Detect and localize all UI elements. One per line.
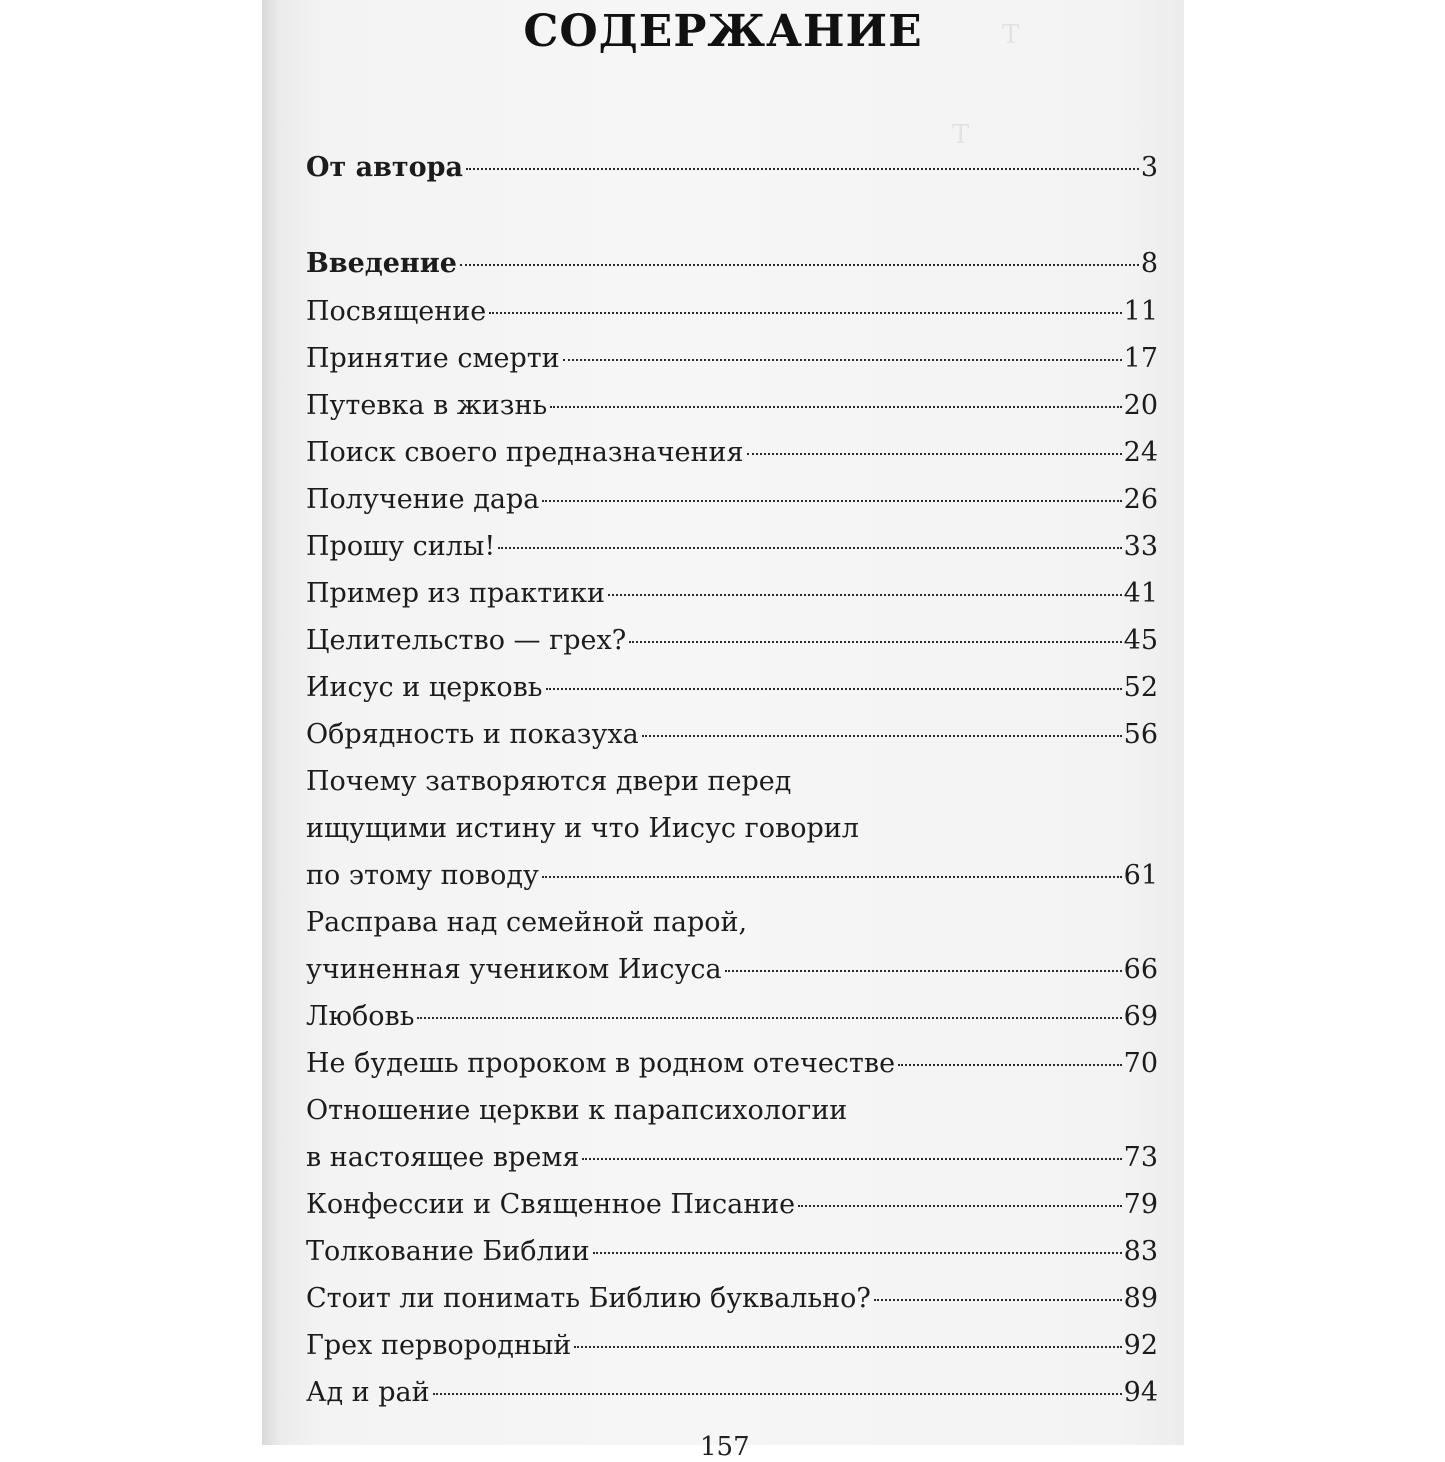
toc-entry-title: Путевка в жизнь — [306, 390, 548, 421]
toc-entry-line — [306, 576, 1158, 612]
dot-leader — [563, 359, 1122, 361]
dot-leader — [874, 1299, 1122, 1301]
toc-entry-line — [306, 858, 1158, 894]
toc-entry-page: 17 — [1123, 343, 1158, 374]
toc-entry-page: 41 — [1123, 578, 1158, 609]
toc-entry-title-line: ищущими истину и что Иисус говорил — [306, 813, 859, 844]
page-title: СОДЕРЖАНИЕ — [523, 6, 923, 57]
toc-entry-title: по этому поводу — [306, 860, 539, 891]
toc-entry — [306, 670, 1158, 706]
toc-entry-title: Прошу силы! — [306, 531, 496, 562]
toc-entry-line — [306, 341, 1158, 377]
toc-entry — [306, 341, 1158, 377]
toc-entry-page: 11 — [1123, 296, 1158, 327]
toc-entry — [306, 482, 1158, 518]
toc-entry — [306, 1093, 1158, 1176]
toc-entry-title: Ад и рай — [306, 1377, 430, 1408]
toc-entry-line — [306, 246, 1158, 282]
dot-leader — [550, 406, 1121, 408]
toc-entry-line — [306, 1281, 1158, 1317]
toc-entry-line — [306, 150, 1158, 186]
toc-entry-title: Целительство — грех? — [306, 625, 627, 656]
toc-entry-line — [306, 388, 1158, 424]
toc-entry — [306, 999, 1158, 1035]
toc-entry-line — [306, 482, 1158, 518]
toc-entry — [306, 150, 1158, 186]
toc-entry-title: в настоящее время — [306, 1142, 580, 1173]
toc-entry-line — [306, 623, 1158, 659]
dot-leader — [546, 688, 1122, 690]
dot-leader — [460, 264, 1139, 266]
toc-entry-title: Пример из практики — [306, 578, 606, 609]
toc-entry — [306, 764, 1158, 894]
toc-entry-line — [306, 435, 1158, 471]
toc-entry-page: 89 — [1123, 1283, 1158, 1314]
dot-leader — [489, 312, 1121, 314]
toc-entry — [306, 1328, 1158, 1364]
dot-leader — [574, 1346, 1121, 1348]
toc-entry-title-line: Почему затворяются двери перед — [306, 766, 792, 797]
dot-leader — [642, 735, 1122, 737]
toc-entry-title: Толкование Библии — [306, 1236, 590, 1267]
toc-entry-title: учиненная учеником Иисуса — [306, 954, 722, 985]
dot-leader — [747, 453, 1122, 455]
toc-entry-title: Принятие смерти — [306, 343, 560, 374]
toc-entry-line — [306, 1375, 1158, 1411]
toc-entry-title-line: Отношение церкви к парапсихологии — [306, 1095, 848, 1126]
toc-entry-line — [306, 1328, 1158, 1364]
toc-entry-title: Конфессии и Священное Писание — [306, 1189, 796, 1220]
toc-entry-title: Любовь — [306, 1001, 415, 1032]
toc-entry-page: 20 — [1123, 390, 1158, 421]
toc-entry-page: 8 — [1140, 248, 1158, 279]
toc-entry-title: Введение — [306, 248, 457, 279]
toc-entry-page: 73 — [1123, 1142, 1158, 1173]
toc-entry — [306, 435, 1158, 471]
toc-entry-line — [306, 999, 1158, 1035]
dot-leader — [725, 970, 1122, 972]
toc-entry-line — [306, 529, 1158, 565]
page-number: 157 — [700, 1432, 750, 1462]
toc-entry-line — [306, 1140, 1158, 1176]
toc-entry-page: 79 — [1123, 1189, 1158, 1220]
toc-entry-line — [306, 1187, 1158, 1223]
toc-entry — [306, 529, 1158, 565]
dot-leader — [417, 1017, 1121, 1019]
toc-entry-title: Грех первородный — [306, 1330, 572, 1361]
toc-entry — [306, 623, 1158, 659]
toc-entry-title: Не будешь пророком в родном отечестве — [306, 1048, 896, 1079]
toc-entry-line — [306, 952, 1158, 988]
toc-entry-title: Получение дара — [306, 484, 540, 515]
toc-entry-title: Стоит ли понимать Библию буквально? — [306, 1283, 871, 1314]
toc-entry-page: 83 — [1123, 1236, 1158, 1267]
toc-entry-title: От автора — [306, 152, 464, 183]
dot-leader — [593, 1252, 1122, 1254]
toc-entry — [306, 1234, 1158, 1270]
dot-leader — [798, 1205, 1121, 1207]
toc-entry — [306, 905, 1158, 988]
toc-entry — [306, 576, 1158, 612]
toc-entry-page: 52 — [1123, 672, 1158, 703]
dot-leader — [542, 876, 1122, 878]
toc-entry-page: 69 — [1123, 1001, 1158, 1032]
toc-entry-title: Обрядность и показуха — [306, 719, 639, 750]
toc-entry-page: 45 — [1123, 625, 1158, 656]
show-through-text: Т — [952, 120, 970, 150]
toc-entry-page: 26 — [1123, 484, 1158, 515]
toc-entry — [306, 1187, 1158, 1223]
toc-entry-title: Поиск своего предназначения — [306, 437, 744, 468]
dot-leader — [608, 594, 1122, 596]
dot-leader — [498, 547, 1121, 549]
dot-leader — [542, 500, 1121, 502]
dot-leader — [466, 168, 1139, 170]
toc-entry — [306, 246, 1158, 282]
toc-entry-page: 92 — [1123, 1330, 1158, 1361]
toc-entry-page: 56 — [1123, 719, 1158, 750]
toc-entry-page: 33 — [1123, 531, 1158, 562]
toc-entry-page: 66 — [1123, 954, 1158, 985]
show-through-text: Т — [1002, 20, 1020, 50]
toc-entry-page: 61 — [1123, 860, 1158, 891]
dot-leader — [582, 1158, 1121, 1160]
toc-entry-title-line: Расправа над семейной парой, — [306, 907, 748, 938]
toc-entry-line — [306, 1046, 1158, 1082]
toc-entry — [306, 1281, 1158, 1317]
toc-entry-title: Посвящение — [306, 296, 487, 327]
toc-entry — [306, 1375, 1158, 1411]
toc-entry — [306, 294, 1158, 330]
toc-entry-line — [306, 1234, 1158, 1270]
toc-entry — [306, 388, 1158, 424]
dot-leader — [629, 641, 1121, 643]
dot-leader — [433, 1393, 1122, 1395]
toc-entry — [306, 1046, 1158, 1082]
toc-entry — [306, 717, 1158, 753]
toc-entry-line — [306, 294, 1158, 330]
toc-entry-page: 70 — [1123, 1048, 1158, 1079]
toc-entry-page: 94 — [1123, 1377, 1158, 1408]
toc-entry-line — [306, 717, 1158, 753]
toc-entry-page: 3 — [1140, 152, 1158, 183]
dot-leader — [898, 1064, 1122, 1066]
toc-entry-line — [306, 670, 1158, 706]
toc-entry-title: Иисус и церковь — [306, 672, 543, 703]
toc-entry-page: 24 — [1123, 437, 1158, 468]
